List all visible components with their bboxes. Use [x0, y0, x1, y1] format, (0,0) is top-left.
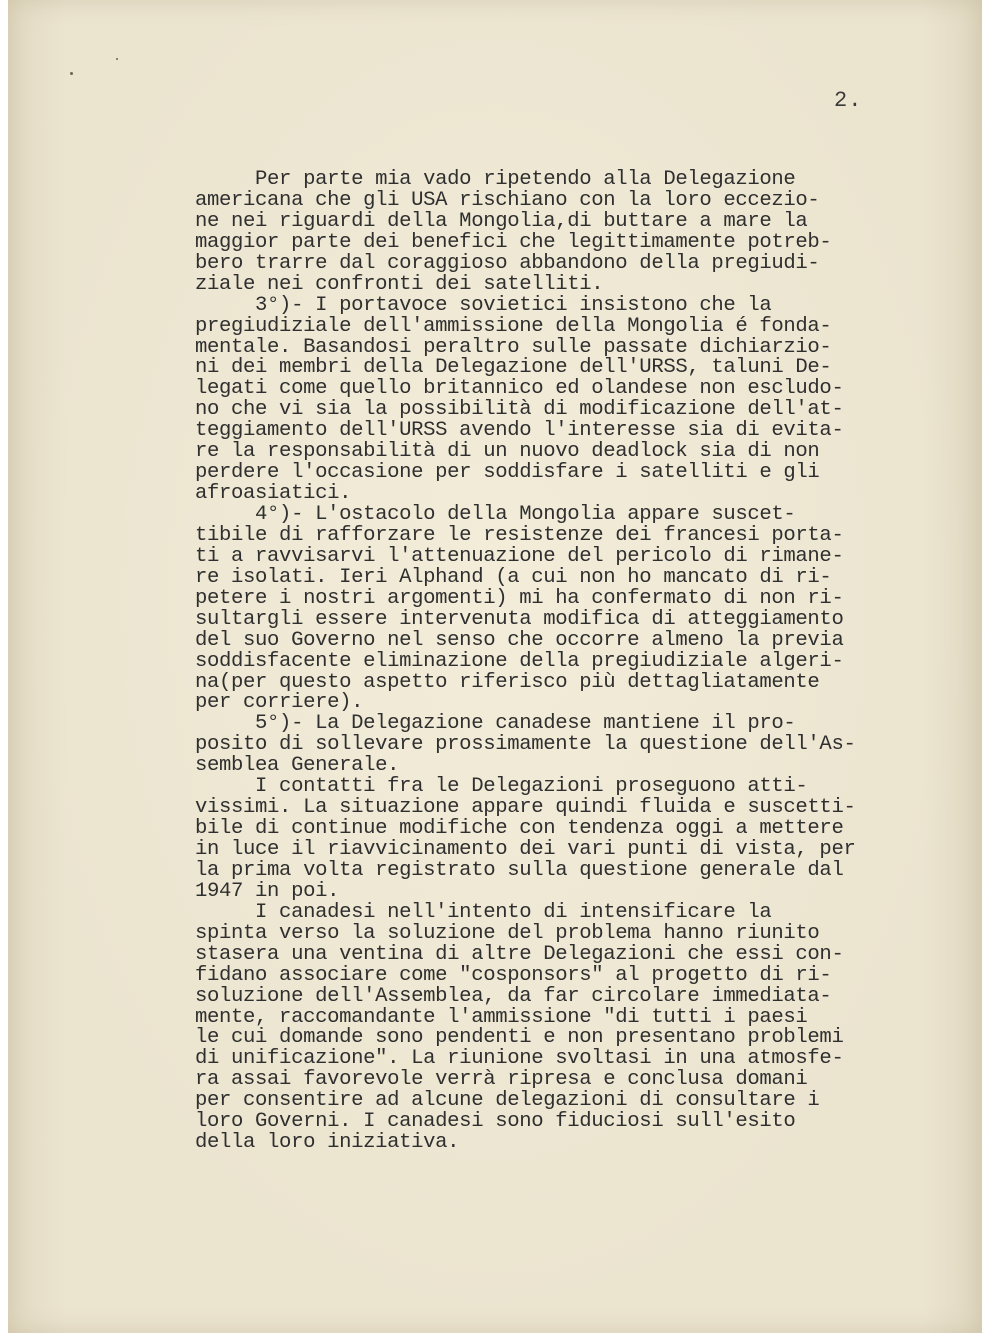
text-line: 1947 in poi.: [195, 879, 340, 903]
text-line: del suo Governo nel senso che occorre almeno la previa: [195, 628, 844, 652]
text-line: vissimi. La situazione appare quindi fluida e suscetti-: [195, 796, 856, 820]
text-line: soluzione dell'Assemblea, da far circolare immediata-: [195, 984, 832, 1008]
text-line: la prima volta registrato sulla questione generale dal: [195, 858, 844, 882]
paper-sheet: [8, 0, 982, 1333]
page-number: 2.: [834, 88, 863, 113]
text-line: teggiamento dell'URSS avendo l'interesse sia di evita-: [195, 419, 844, 443]
text-line: soddisfacente eliminazione della pregiudiziale algeri-: [195, 649, 844, 673]
text-line: petere i nostri argomenti) mi ha confermato di non ri-: [195, 586, 844, 610]
text-line: sultargli essere intervenuta modifica di atteggiamento: [195, 607, 844, 631]
text-line: tibile di rafforzare le resistenze dei francesi porta-: [195, 523, 844, 547]
text-line: bile di continue modifiche con tendenza oggi a mettere: [195, 817, 844, 841]
text-line: ti a ravvisarvi l'attenuazione del pericolo di rimane-: [195, 544, 844, 568]
text-line: della loro iniziativa.: [195, 1131, 460, 1155]
text-line: fidano associare come "cosponsors" al progetto di ri-: [195, 963, 832, 987]
text-line: I contatti fra le Delegazioni proseguono atti-: [195, 775, 808, 799]
text-line: perdere l'occasione per soddisfare i satelliti e gli: [195, 461, 820, 485]
text-line: mente, raccomandante l'ammissione "di tutti i paesi: [195, 1005, 808, 1029]
paper-speck: [70, 72, 73, 75]
text-line: re la responsabilità di un nuovo deadlock sia di non: [195, 440, 820, 464]
text-line: 5°)- La Delegazione canadese mantiene il pro-: [195, 712, 796, 736]
text-line: stasera una ventina di altre Delegazioni che essi con-: [195, 942, 844, 966]
text-line: legati come quello britannico ed olandese non escludo-: [195, 377, 844, 401]
text-line: posito di sollevare prossimamente la questione dell'As-: [195, 733, 856, 757]
text-line: maggior parte dei benefici che legittimamente potreb-: [195, 230, 832, 254]
text-line: ziale nei confronti dei satelliti.: [195, 272, 604, 296]
paper-speck: [116, 58, 118, 60]
text-line: ni dei membri della Delegazione dell'URSS, taluni De-: [195, 356, 832, 380]
text-line: semblea Generale.: [195, 754, 400, 778]
text-line: loro Governi. I canadesi sono fiduciosi sull'esito: [195, 1110, 796, 1134]
text-line: afroasiatici.: [195, 482, 352, 506]
text-line: americana che gli USA rischiano con la loro eccezio-: [195, 188, 820, 212]
text-line: per corriere).: [195, 691, 364, 715]
text-line: di unificazione". La riunione svoltasi in una atmosfe-: [195, 1047, 844, 1071]
text-line: le cui domande sono pendenti e non presentano problemi: [195, 1026, 844, 1050]
text-line: spinta verso la soluzione del problema hanno riunito: [195, 921, 820, 945]
text-line: 3°)- I portavoce sovietici insistono che la: [195, 293, 772, 317]
text-line: bero trarre dal coraggioso abbandono della pregiudi-: [195, 251, 820, 275]
text-line: re isolati. Ieri Alphand (a cui non ho mancato di ri-: [195, 565, 832, 589]
document-body: [195, 170, 915, 1154]
text-line: 4°)- L'ostacolo della Mongolia appare suscet-: [195, 503, 796, 526]
text-line: Per parte mia vado ripetendo alla Delegazione: [195, 168, 796, 191]
text-line: mentale. Basandosi peraltro sulle passate dichiarzio-: [195, 335, 832, 359]
text-line: pregiudiziale dell'ammissione della Mongolia é fonda-: [195, 314, 832, 338]
text-line: no che vi sia la possibilità di modificazione dell'at-: [195, 398, 844, 422]
text-line: I canadesi nell'intento di intensificare la: [195, 900, 772, 924]
text-line: ne nei riguardi della Mongolia,di buttare a mare la: [195, 209, 808, 233]
text-line: na(per questo aspetto riferisco più dettagliatamente: [195, 670, 820, 694]
text-line: per consentire ad alcune delegazioni di consultare i: [195, 1089, 820, 1113]
text-line: ra assai favorevole verrà ripresa e conclusa domani: [195, 1068, 808, 1092]
text-line: in luce il riavvicinamento dei vari punti di vista, per: [195, 838, 856, 861]
